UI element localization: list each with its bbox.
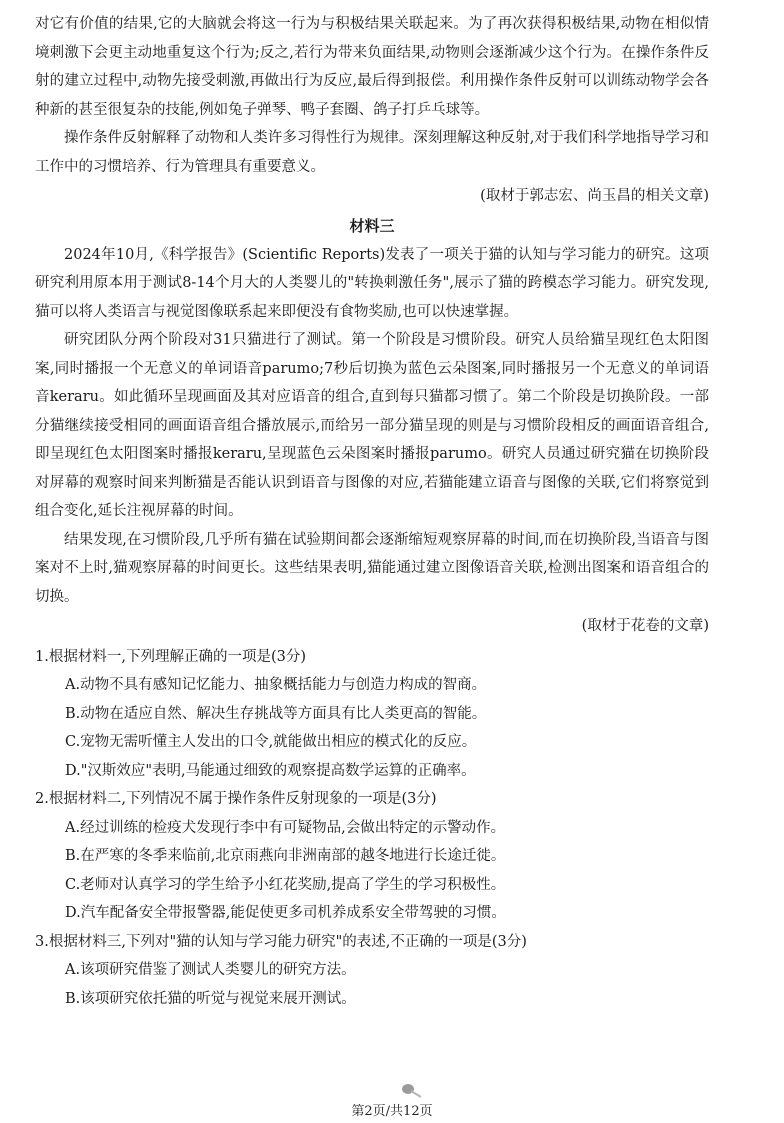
question-2-option-b: B.在严寒的冬季来临前,北京雨燕向非洲南部的越冬地进行长途迁徙。	[65, 848, 506, 864]
material3-paragraph-2: 研究团队分两个阶段对31只猫进行了测试。第一个阶段是习惯阶段。研究人员给猫呈现红色太阳图案,同时播报一个无意义的单词语音parumo;7秒后切换为蓝色云朵图案,同时播报另一个无意义的单词语音keraru。如此循环呈现画面及其对应语音的组合,直到每只猫都习惯了。第二个阶段是切换阶段。一部分猫继续接受相同的画面语音组合播放展示,而给另一部分猫呈现的则是与习惯阶段相反的画面语音组合,即呈现红色太阳图案时播报keraru,呈现蓝色云朵图案时播报parumo。研究人员通过研究猫在切换阶段对屏幕的观察时间来判断猫是否能认识到语音与图像的对应,若猫能建立语音与图像的关联,它们将察觉到组合变化,延长注视屏幕的时间。	[35, 332, 709, 519]
question-3-option-a: A.该项研究借鉴了测试人类婴儿的研究方法。	[65, 962, 356, 978]
question-3	[35, 928, 709, 1014]
page-footer: 第2页/共12页	[351, 1104, 433, 1119]
material2-paragraph-2: 操作条件反射解释了动物和人类许多习得性行为规律。深刻理解这种反射,对于我们科学地指导学习和工作中的习惯培养、行为管理具有重要意义。	[35, 130, 709, 175]
question-1-option-d: D."汉斯效应"表明,马能通过细致的观察提高数学运算的正确率。	[65, 762, 476, 779]
scribble-mark-icon	[400, 1081, 422, 1099]
question-1-option-c: C.宠物无需听懂主人发出的口令,就能做出相应的模式化的反应。	[65, 734, 477, 750]
material2-paragraph-1: 对它有价值的结果,它的大脑就会将这一行为与积极结果关联起来。为了再次获得积极结果,动物在相似情境刺激下会更主动地重复这个行为;反之,若行为带来负面结果,动物则会逐渐减少这个行为。在操作条件反射的建立过程中,动物先接受刺激,再做出行为反应,最后得到报偿。利用操作条件反射可以训练动物学会各种新的甚至很复杂的技能,例如兔子弹琴、鸭子套圈、鸽子打乒乓球等。	[35, 16, 709, 118]
material3-source: (取材于花卷的文章)	[581, 618, 709, 634]
material3-paragraph-1: 2024年10月,《科学报告》(Scientific Reports)发表了一项关于猫的认知与学习能力的研究。这项研究利用原本用于测试8-14个月大的人类婴儿的"转换刺激任务",展示了猫的跨模态学习能力。研究发现,猫可以将人类语言与视觉图像联系起来即便没有食物奖励,也可以快速掌握。	[35, 246, 709, 320]
question-1-option-a: A.动物不具有感知记忆能力、抽象概括能力与创造力构成的智商。	[65, 677, 487, 693]
question-2-option-a: A.经过训练的检疫犬发现行李中有可疑物品,会做出特定的示警动作。	[65, 819, 506, 836]
question-2-stem: 2.根据材料二,下列情况不属于操作条件反射现象的一项是(3分)	[35, 791, 437, 807]
question-2	[35, 785, 709, 928]
question-2-option-d: D.汽车配备安全带报警器,能促使更多司机养成系安全带驾驶的习惯。	[65, 905, 506, 921]
question-1	[35, 643, 709, 786]
question-3-option-b: B.该项研究依托猫的听觉与视觉来展开测试。	[65, 990, 356, 1007]
question-1-stem: 1.根据材料一,下列理解正确的一项是(3分)	[35, 648, 306, 665]
material2-source: (取材于郭志宏、尚玉昌的相关文章)	[480, 188, 709, 204]
question-3-stem: 3.根据材料三,下列对"猫的认知与学习能力研究"的表述,不正确的一项是(3分)	[35, 933, 527, 950]
exam-page	[35, 10, 709, 1013]
question-2-option-c: C.老师对认真学习的学生给予小红花奖励,提高了学生的学习积极性。	[65, 876, 506, 893]
material3-heading: 材料三	[349, 216, 395, 235]
material3-paragraph-3: 结果发现,在习惯阶段,几乎所有猫在试验期间都会逐渐缩短观察屏幕的时间,而在切换阶段,当语音与图案对不上时,猫观察屏幕的时间更长。这些结果表明,猫能通过建立图像语音关联,检测出图案和语音组合的切换。	[35, 531, 709, 605]
question-1-option-b: B.动物在适应自然、解决生存挑战等方面具有比人类更高的智能。	[65, 705, 487, 722]
